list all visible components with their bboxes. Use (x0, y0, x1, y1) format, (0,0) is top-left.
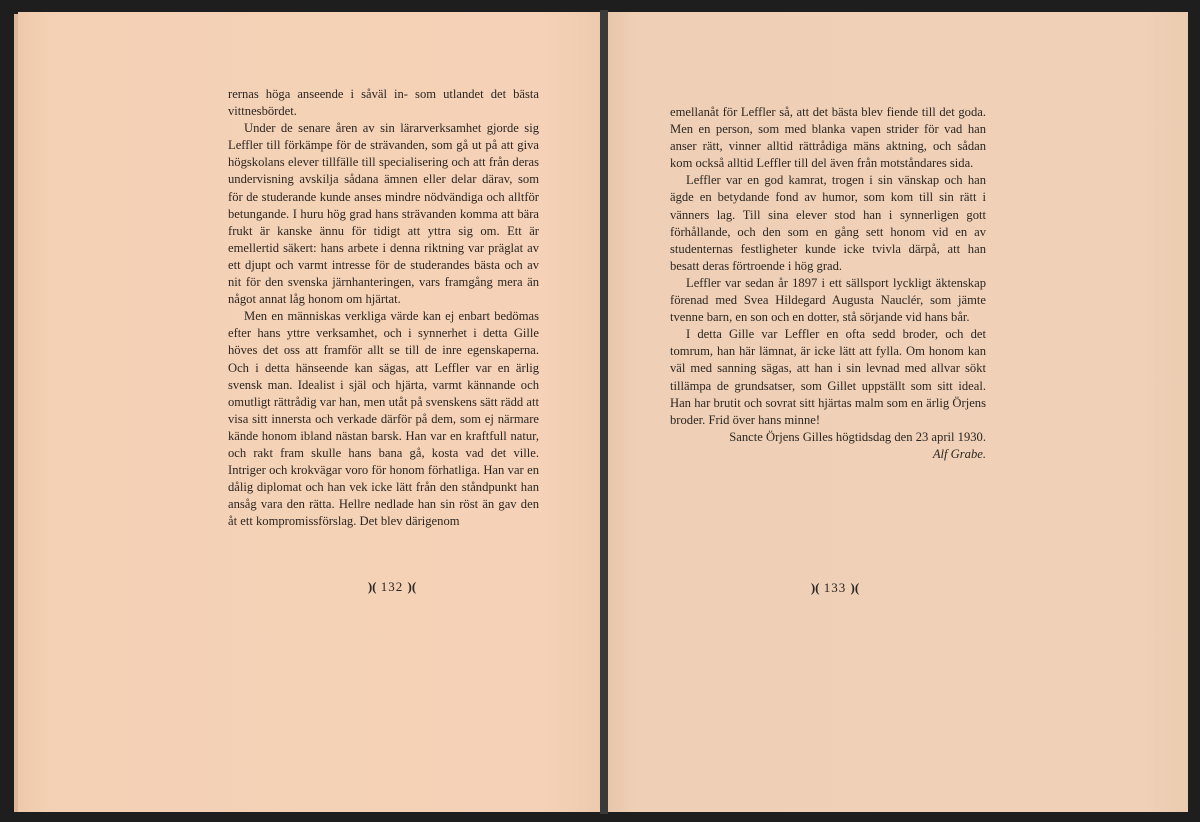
right-page-text (670, 104, 986, 463)
author-signature: Alf Grabe. (932, 446, 986, 461)
page-number-right (800, 580, 870, 596)
folio-number: 132 (380, 579, 404, 594)
paragraph: emellanåt för Leffler så, att det bästa blev fiende till det goda. Men en person, som med blanka vapen strider för vad han anser rätt, vinner alltid rättrådiga mäns aktning, och sådan kom också alltid Leffler till del även från motståndares sida. (670, 105, 986, 171)
paragraph: I detta Gille var Leffler en ofta sedd broder, och det tomrum, han här lämnat, är icke lätt att fylla. Om honom kan väl med sanning sägas, att han i sin levnad med allvar sökt tillämpa de grundsatser, som Gillet uppställt som sitt ideal. Han har brutit och sovrat sitt hjärtas malm som en ärlig Örjens broder. Frid över hans minne! (670, 327, 986, 427)
folio-ornament: )( (407, 579, 417, 594)
folio-ornament: )( (367, 579, 377, 594)
paragraph: Leffler var en god kamrat, trogen i sin vänskap och han ägde en betydande fond av humor, som kom till sin rätt i vänners lag. Till sina elever stod han i synnerligen gott förhållande, och den som en gång sett honom vid en av studenternas festligheter kunde icke tvivla därpå, att han besatt deras förtroende i hög grad. (670, 173, 986, 273)
folio-ornament: )( (850, 580, 860, 595)
paragraph: Men en människas verkliga värde kan ej enbart bedömas efter hans yttre verksamhet, och i synnerhet i detta Gille höves det oss att framför allt se till de inre egenskaperna. Och i detta hänseende kan sägas, att Leffler var en ärlig svensk man. Idealist i själ och hjärta, varmt kännande och omutligt rättrådig var han, men utåt på svenskens sätt rädd att visa sitt innersta och verkade därför på dem, som ej närmare kände honom ibland nästan barsk. Han var en kraftfull natur, och rakt fram skulle hans bana gå, kosta vad det ville. Intriger och krokvägar voro för honom förhatliga. Han var en dålig diplomat och han vek icke lätt från den ståndpunkt han ansåg vara den rätta. Hellre nedlade han sin röst än gav den åt ett kompromissförslag. Det blev därigenom (228, 309, 539, 529)
paragraph: Under de senare åren av sin lärarverksamhet gjorde sig Leffler till förkämpe för de strävanden, som gå ut på att giva högskolans elever tillfälle till specialisering och att från deras undervisning avskilja sådana ämnen eller delar därav, som för de studerande kunde anses mindre nödvändiga och alltför betungande. I huru hög grad hans strävanden komma att bära frukt är kanske ännu för tidigt att yttra sig om. Ett är emellertid säkert: hans arbete i denna riktning var präglat av ett djupt och varmt intresse för de studerandes bästa och av nit för den svenska järnhanteringen, vars framgång mera än något annat låg honom om hjärtat. (228, 121, 539, 307)
book-gutter (600, 10, 608, 814)
paragraph: rernas höga anseende i såväl in- som utlandet det bästa vittnesbördet. (228, 87, 539, 119)
dateline: Sancte Örjens Gilles högtidsdag den 23 april 1930. (729, 429, 986, 444)
folio-ornament: )( (810, 580, 820, 595)
left-page-text (228, 86, 539, 530)
paragraph: Leffler var sedan år 1897 i ett sällsport lyckligt äktenskap förenad med Svea Hildegard Augusta Nauclér, som jämte tvenne barn, en son och en dotter, stå sörjande vid hans bår. (670, 275, 986, 325)
folio-number: 133 (823, 580, 847, 595)
page-number-left (357, 579, 427, 595)
